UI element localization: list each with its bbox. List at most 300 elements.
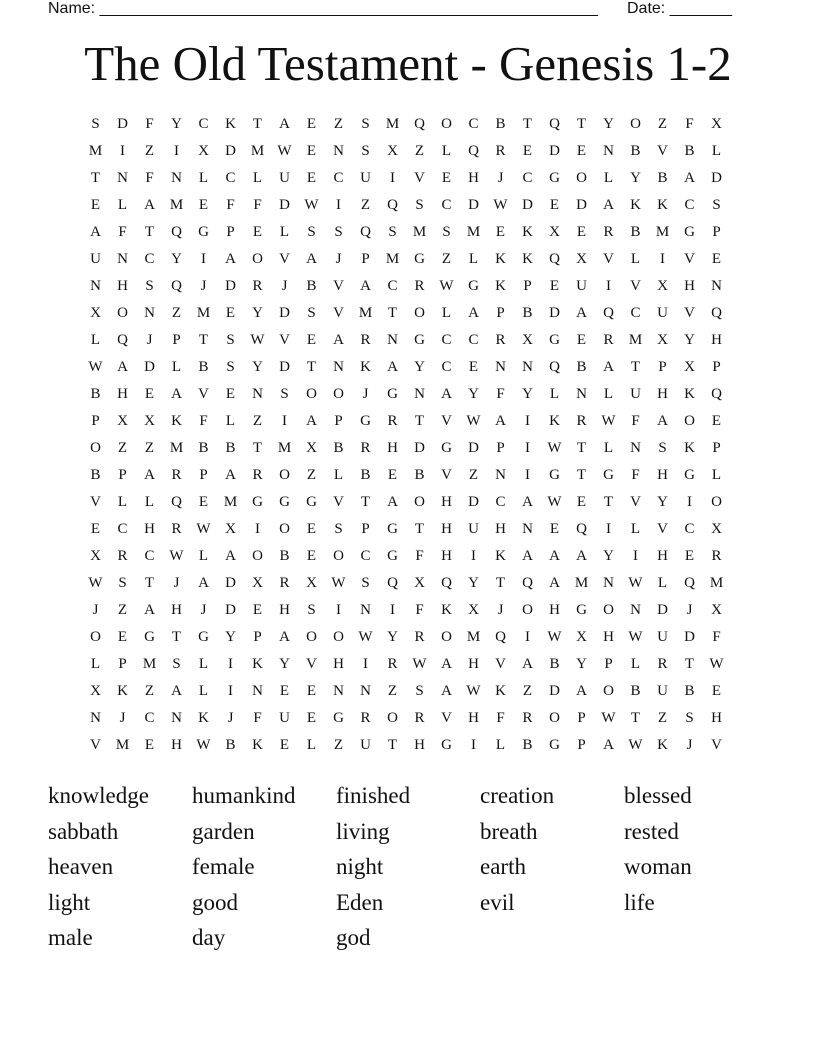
grid-cell: H bbox=[387, 440, 398, 456]
grid-cell: F bbox=[712, 629, 721, 645]
grid-cell: Q bbox=[387, 575, 398, 591]
grid-cell: A bbox=[171, 386, 182, 402]
grid-cell: A bbox=[387, 494, 398, 510]
grid-cell: B bbox=[576, 359, 587, 375]
grid-cell: P bbox=[496, 440, 505, 456]
grid-cell: B bbox=[198, 440, 209, 456]
grid-cell: M bbox=[196, 305, 211, 321]
date-field[interactable]: Date: _______ bbox=[627, 0, 732, 17]
puzzle-title: The Old Testament - Genesis 1-2 bbox=[84, 36, 732, 91]
grid-cell: F bbox=[253, 197, 262, 213]
grid-cell: G bbox=[414, 251, 425, 267]
grid-cell: D bbox=[279, 305, 290, 321]
grid-cell: P bbox=[523, 278, 532, 294]
word-list bbox=[48, 781, 768, 959]
grid-cell: A bbox=[225, 548, 236, 564]
grid-cell: D bbox=[117, 116, 128, 132]
grid-cell: H bbox=[441, 548, 452, 564]
grid-cell: Y bbox=[603, 116, 614, 132]
grid-cell: I bbox=[633, 548, 638, 564]
grid-cell: M bbox=[466, 224, 481, 240]
grid-cell: C bbox=[522, 170, 533, 186]
grid-cell: D bbox=[225, 575, 236, 591]
grid-cell: Q bbox=[684, 575, 695, 591]
grid-cell: X bbox=[711, 521, 722, 537]
grid-cell: S bbox=[307, 224, 316, 240]
grid-cell: J bbox=[497, 602, 504, 618]
grid-cell: C bbox=[225, 170, 236, 186]
grid-cell: D bbox=[468, 440, 479, 456]
grid-cell: D bbox=[711, 170, 722, 186]
grid-cell: Q bbox=[171, 278, 182, 294]
grid-cell: L bbox=[90, 332, 101, 348]
grid-cell: X bbox=[657, 278, 668, 294]
grid-cell: P bbox=[712, 359, 721, 375]
word-list-item: Eden bbox=[336, 889, 384, 915]
grid-cell: E bbox=[225, 386, 236, 402]
grid-cell: D bbox=[522, 197, 533, 213]
grid-cell: W bbox=[547, 440, 562, 456]
grid-cell: I bbox=[525, 629, 530, 645]
grid-cell: K bbox=[441, 602, 452, 618]
grid-cell: G bbox=[306, 494, 317, 510]
grid-cell: N bbox=[90, 278, 101, 294]
grid-cell: Q bbox=[522, 575, 533, 591]
grid-cell: D bbox=[414, 440, 425, 456]
word-list-item: blessed bbox=[624, 783, 692, 808]
grid-cell: J bbox=[146, 332, 153, 348]
grid-cell: O bbox=[549, 710, 560, 726]
grid-cell: I bbox=[606, 521, 611, 537]
grid-cell: S bbox=[361, 575, 370, 591]
word-list-item: heaven bbox=[48, 854, 114, 880]
grid-cell: I bbox=[201, 251, 206, 267]
grid-cell: C bbox=[495, 494, 506, 510]
grid-cell: I bbox=[228, 683, 233, 699]
grid-cell: W bbox=[628, 629, 643, 645]
grid-cell: G bbox=[387, 548, 398, 564]
grid-cell: K bbox=[360, 359, 371, 375]
grid-cell: U bbox=[360, 737, 371, 753]
grid-cell: E bbox=[711, 683, 722, 699]
grid-cell: S bbox=[118, 575, 127, 591]
grid-cell: S bbox=[361, 143, 370, 159]
grid-cell: M bbox=[412, 224, 427, 240]
grid-cell: E bbox=[576, 143, 587, 159]
grid-cell: A bbox=[684, 170, 695, 186]
grid-cell: G bbox=[414, 332, 425, 348]
grid-cell: T bbox=[414, 413, 425, 429]
grid-cell: N bbox=[576, 386, 587, 402]
grid-cell: F bbox=[253, 710, 262, 726]
grid-cell: N bbox=[360, 683, 371, 699]
grid-cell: R bbox=[603, 224, 614, 240]
grid-cell: O bbox=[414, 305, 425, 321]
grid-cell: W bbox=[169, 548, 184, 564]
grid-cell: E bbox=[279, 683, 290, 699]
grid-cell: H bbox=[657, 548, 668, 564]
grid-cell: V bbox=[495, 656, 506, 672]
grid-cell: J bbox=[362, 386, 369, 402]
grid-cell: J bbox=[335, 251, 342, 267]
grid-cell: D bbox=[144, 359, 155, 375]
grid-cell: A bbox=[387, 359, 398, 375]
grid-cell: G bbox=[549, 737, 560, 753]
grid-cell: F bbox=[145, 170, 154, 186]
grid-cell: W bbox=[601, 413, 616, 429]
grid-cell: Z bbox=[333, 116, 344, 132]
grid-cell: X bbox=[711, 602, 722, 618]
grid-cell: J bbox=[173, 575, 180, 591]
grid-cell: A bbox=[576, 683, 587, 699]
name-date-line bbox=[48, 0, 748, 20]
grid-cell: N bbox=[522, 359, 533, 375]
grid-cell: A bbox=[522, 548, 533, 564]
grid-cell: G bbox=[549, 467, 560, 483]
grid-cell: V bbox=[414, 170, 425, 186]
grid-cell: C bbox=[144, 251, 155, 267]
grid-cell: W bbox=[88, 575, 103, 591]
grid-cell: B bbox=[198, 359, 209, 375]
grid-cell: O bbox=[441, 629, 452, 645]
grid-cell: Q bbox=[549, 116, 560, 132]
grid-cell: S bbox=[172, 656, 181, 672]
grid-cell: U bbox=[630, 386, 641, 402]
grid-cell: A bbox=[468, 305, 479, 321]
grid-cell: M bbox=[655, 224, 670, 240]
grid-cell: A bbox=[576, 305, 587, 321]
grid-cell: H bbox=[495, 521, 506, 537]
grid-cell: B bbox=[657, 170, 668, 186]
grid-cell: E bbox=[549, 278, 560, 294]
grid-cell: O bbox=[279, 467, 290, 483]
grid-cell: L bbox=[441, 143, 452, 159]
grid-cell: T bbox=[252, 440, 263, 456]
grid-cell: B bbox=[522, 737, 533, 753]
grid-cell: I bbox=[390, 170, 395, 186]
grid-cell: V bbox=[90, 494, 101, 510]
grid-cell: P bbox=[712, 440, 721, 456]
grid-cell: G bbox=[549, 332, 560, 348]
grid-cell: S bbox=[388, 224, 397, 240]
grid-cell: H bbox=[171, 602, 182, 618]
grid-cell: W bbox=[466, 413, 481, 429]
grid-cell: D bbox=[225, 278, 236, 294]
grid-cell: A bbox=[360, 278, 371, 294]
grid-cell: A bbox=[144, 467, 155, 483]
grid-cell: L bbox=[495, 737, 506, 753]
grid-cell: L bbox=[117, 494, 128, 510]
grid-cell: V bbox=[198, 386, 209, 402]
grid-cell: R bbox=[387, 656, 398, 672]
grid-cell: R bbox=[711, 548, 722, 564]
grid-cell: K bbox=[630, 197, 641, 213]
grid-cell: K bbox=[657, 737, 668, 753]
grid-cell: J bbox=[227, 710, 234, 726]
grid-cell: Z bbox=[657, 116, 668, 132]
name-field[interactable]: Name: ________________________________________________________ bbox=[48, 0, 598, 17]
grid-cell: K bbox=[684, 440, 695, 456]
grid-cell: N bbox=[360, 602, 371, 618]
grid-cell: Z bbox=[657, 710, 668, 726]
grid-cell: V bbox=[603, 251, 614, 267]
grid-cell: W bbox=[709, 656, 724, 672]
grid-cell: S bbox=[685, 710, 694, 726]
grid-cell: C bbox=[468, 116, 479, 132]
grid-cell: Y bbox=[414, 359, 425, 375]
grid-cell: T bbox=[144, 224, 155, 240]
grid-cell: U bbox=[360, 170, 371, 186]
grid-cell: H bbox=[171, 737, 182, 753]
grid-cell: Y bbox=[387, 629, 398, 645]
grid-cell: C bbox=[441, 197, 452, 213]
grid-cell: W bbox=[466, 683, 481, 699]
grid-cell: N bbox=[333, 359, 344, 375]
grid-cell: M bbox=[88, 143, 103, 159]
grid-cell: Q bbox=[171, 494, 182, 510]
grid-cell: L bbox=[441, 305, 452, 321]
word-list-item: garden bbox=[192, 818, 255, 844]
grid-cell: V bbox=[306, 656, 317, 672]
grid-cell: X bbox=[198, 143, 209, 159]
grid-cell: T bbox=[630, 359, 641, 375]
grid-cell: H bbox=[279, 602, 290, 618]
grid-cell: G bbox=[576, 602, 587, 618]
grid-cell: N bbox=[522, 521, 533, 537]
grid-cell: I bbox=[282, 413, 287, 429]
word-list-item: god bbox=[336, 925, 371, 951]
grid-cell: F bbox=[415, 548, 424, 564]
grid-cell: S bbox=[442, 224, 451, 240]
grid-cell: R bbox=[252, 467, 263, 483]
grid-cell: B bbox=[630, 224, 641, 240]
grid-cell: B bbox=[414, 467, 425, 483]
grid-cell: V bbox=[711, 737, 722, 753]
grid-cell: X bbox=[576, 251, 587, 267]
grid-cell: E bbox=[306, 710, 317, 726]
grid-cell: U bbox=[657, 683, 668, 699]
grid-cell: U bbox=[468, 521, 479, 537]
grid-cell: V bbox=[333, 278, 344, 294]
grid-cell: Y bbox=[468, 386, 479, 402]
grid-cell: O bbox=[630, 116, 641, 132]
grid-cell: W bbox=[493, 197, 508, 213]
grid-cell: C bbox=[468, 332, 479, 348]
grid-cell: E bbox=[225, 305, 236, 321]
grid-cell: G bbox=[144, 629, 155, 645]
grid-cell: A bbox=[603, 197, 614, 213]
grid-cell: H bbox=[603, 629, 614, 645]
grid-cell: A bbox=[306, 251, 317, 267]
grid-cell: X bbox=[657, 332, 668, 348]
grid-cell: E bbox=[306, 116, 317, 132]
grid-cell: V bbox=[684, 305, 695, 321]
grid-cell: S bbox=[334, 224, 343, 240]
grid-cell: K bbox=[549, 413, 560, 429]
grid-cell: J bbox=[200, 278, 207, 294]
grid-cell: N bbox=[630, 602, 641, 618]
grid-cell: P bbox=[118, 656, 127, 672]
grid-cell: A bbox=[441, 656, 452, 672]
grid-cell: L bbox=[90, 656, 101, 672]
grid-cell: Q bbox=[549, 359, 560, 375]
grid-cell: T bbox=[387, 737, 398, 753]
grid-cell: A bbox=[522, 494, 533, 510]
grid-cell: W bbox=[358, 629, 373, 645]
grid-cell: N bbox=[252, 683, 263, 699]
grid-cell: M bbox=[385, 116, 400, 132]
grid-cell: K bbox=[684, 386, 695, 402]
grid-cell: X bbox=[117, 413, 128, 429]
grid-cell: C bbox=[360, 548, 371, 564]
grid-cell: K bbox=[225, 116, 236, 132]
grid-cell: Z bbox=[360, 197, 371, 213]
grid-cell: M bbox=[574, 575, 589, 591]
grid-cell: R bbox=[360, 440, 371, 456]
grid-cell: Y bbox=[171, 116, 182, 132]
grid-cell: I bbox=[687, 494, 692, 510]
grid-cell: E bbox=[684, 548, 695, 564]
grid-cell: K bbox=[171, 413, 182, 429]
grid-cell: F bbox=[631, 413, 640, 429]
grid-cell: Y bbox=[252, 305, 263, 321]
grid-cell: F bbox=[415, 602, 424, 618]
grid-cell: V bbox=[441, 413, 452, 429]
grid-cell: A bbox=[144, 197, 155, 213]
grid-cell: N bbox=[252, 386, 263, 402]
grid-cell: E bbox=[144, 737, 155, 753]
grid-cell: K bbox=[495, 278, 506, 294]
grid-cell: G bbox=[252, 494, 263, 510]
grid-cell: E bbox=[306, 521, 317, 537]
grid-cell: L bbox=[468, 251, 479, 267]
grid-cell: E bbox=[576, 224, 587, 240]
grid-cell: Y bbox=[603, 548, 614, 564]
grid-cell: H bbox=[711, 710, 722, 726]
grid-cell: A bbox=[333, 332, 344, 348]
grid-cell: M bbox=[169, 440, 184, 456]
grid-cell: Y bbox=[630, 170, 641, 186]
grid-cell: P bbox=[604, 656, 613, 672]
grid-cell: R bbox=[522, 710, 533, 726]
grid-cell: L bbox=[306, 737, 317, 753]
grid-cell: D bbox=[684, 629, 695, 645]
grid-cell: O bbox=[252, 251, 263, 267]
grid-cell: P bbox=[199, 467, 208, 483]
grid-cell: R bbox=[117, 548, 128, 564]
grid-cell: C bbox=[684, 521, 695, 537]
grid-cell: A bbox=[441, 683, 452, 699]
grid-cell: O bbox=[522, 602, 533, 618]
grid-cell: Q bbox=[414, 116, 425, 132]
grid-cell: O bbox=[333, 386, 344, 402]
grid-cell: C bbox=[144, 548, 155, 564]
grid-cell: H bbox=[117, 278, 128, 294]
grid-cell: W bbox=[196, 521, 211, 537]
grid-cell: I bbox=[525, 413, 530, 429]
grid-cell: S bbox=[361, 116, 370, 132]
grid-cell: V bbox=[279, 251, 290, 267]
grid-cell: S bbox=[226, 332, 235, 348]
grid-cell: D bbox=[549, 305, 560, 321]
grid-cell: A bbox=[198, 575, 209, 591]
grid-cell: R bbox=[171, 467, 182, 483]
grid-cell: S bbox=[280, 386, 289, 402]
grid-cell: R bbox=[360, 332, 371, 348]
grid-cell: I bbox=[255, 521, 260, 537]
grid-cell: A bbox=[549, 575, 560, 591]
grid-cell: M bbox=[142, 656, 157, 672]
grid-cell: T bbox=[387, 305, 398, 321]
grid-cell: V bbox=[684, 251, 695, 267]
grid-cell: M bbox=[628, 332, 643, 348]
grid-cell: Y bbox=[252, 359, 263, 375]
word-list-item: earth bbox=[480, 854, 526, 880]
grid-cell: B bbox=[90, 386, 101, 402]
grid-cell: J bbox=[281, 278, 288, 294]
grid-cell: N bbox=[90, 710, 101, 726]
grid-cell: H bbox=[657, 386, 668, 402]
grid-cell: T bbox=[306, 359, 317, 375]
grid-cell: M bbox=[385, 251, 400, 267]
grid-cell: X bbox=[549, 224, 560, 240]
grid-cell: T bbox=[495, 575, 506, 591]
word-list-item: night bbox=[336, 854, 384, 880]
grid-cell: F bbox=[496, 710, 505, 726]
grid-cell: R bbox=[387, 413, 398, 429]
grid-cell: R bbox=[657, 656, 668, 672]
grid-cell: W bbox=[412, 656, 427, 672]
grid-cell: U bbox=[279, 170, 290, 186]
grid-cell: Q bbox=[576, 521, 587, 537]
grid-cell: Z bbox=[333, 737, 344, 753]
grid-cell: E bbox=[306, 143, 317, 159]
grid-cell: O bbox=[333, 629, 344, 645]
grid-cell: J bbox=[686, 737, 693, 753]
grid-cell: N bbox=[333, 143, 344, 159]
grid-cell: E bbox=[549, 521, 560, 537]
grid-cell: K bbox=[117, 683, 128, 699]
grid-cell: S bbox=[307, 305, 316, 321]
word-list-item: rested bbox=[624, 818, 679, 844]
grid-cell: R bbox=[495, 332, 506, 348]
grid-cell: I bbox=[471, 548, 476, 564]
grid-cell: E bbox=[198, 494, 209, 510]
grid-cell: A bbox=[657, 413, 668, 429]
grid-cell: V bbox=[657, 521, 668, 537]
grid-cell: H bbox=[468, 170, 479, 186]
grid-cell: S bbox=[91, 116, 100, 132]
grid-cell: O bbox=[387, 710, 398, 726]
grid-cell: N bbox=[117, 251, 128, 267]
grid-cell: J bbox=[497, 170, 504, 186]
word-list-item: life bbox=[624, 889, 655, 915]
grid-cell: U bbox=[657, 305, 668, 321]
grid-cell: G bbox=[468, 278, 479, 294]
grid-cell: P bbox=[334, 413, 343, 429]
grid-cell: L bbox=[711, 467, 722, 483]
word-list-item: knowledge bbox=[48, 783, 149, 808]
grid-cell: Y bbox=[522, 386, 533, 402]
grid-cell: O bbox=[252, 548, 263, 564]
grid-cell: S bbox=[307, 602, 316, 618]
grid-cell: L bbox=[630, 251, 641, 267]
grid-cell: G bbox=[387, 521, 398, 537]
grid-cell: Q bbox=[360, 224, 371, 240]
grid-cell: F bbox=[496, 386, 505, 402]
grid-cell: D bbox=[225, 143, 236, 159]
grid-cell: X bbox=[306, 440, 317, 456]
